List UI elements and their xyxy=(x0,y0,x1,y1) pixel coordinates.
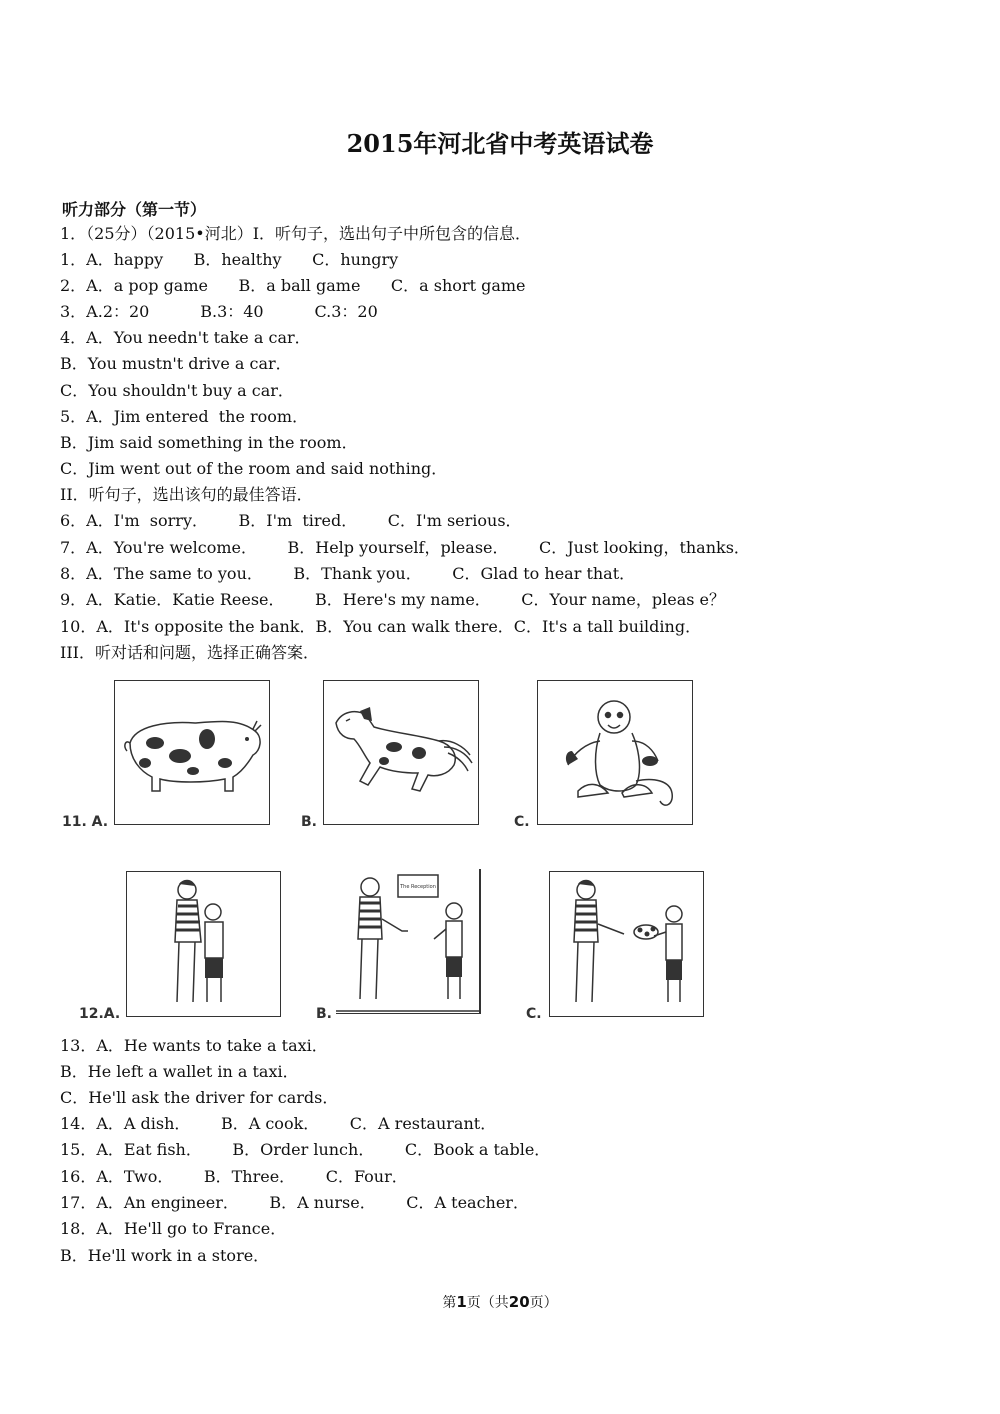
q12-label-a: 12.A. xyxy=(79,1006,121,1022)
question-line: B．He left a wallet in a taxi． xyxy=(60,1062,299,1081)
question-line: 18．A．He'll go to France． xyxy=(60,1219,287,1238)
question-line: 14．A．A dish． B．A cook． C．A restaurant． xyxy=(60,1114,497,1133)
question-line: 6．A．I'm sorry． B．I'm tired． C．I'm serious． xyxy=(60,511,522,530)
question-line: 8．A．The same to you． B．Thank you． C．Glad to hear that． xyxy=(60,564,636,583)
q11-label-a: 11. A. xyxy=(62,814,109,830)
question-line: 17．A．An engineer． B．A nurse． C．A teacher． xyxy=(60,1193,529,1212)
page-title: 2015年河北省中考英语试卷 xyxy=(346,129,654,158)
question-line: 4．A．You needn't take a car． xyxy=(60,328,311,347)
question-line: 10．A．It's opposite the bank．B．You can walk there．C．It's a tall building． xyxy=(60,617,702,636)
picture-pig xyxy=(114,680,270,825)
question-line: 7．A．You're welcome． B．Help yourself，please． C．Just looking，thanks． xyxy=(60,538,750,557)
footer-total-pages: 20 xyxy=(508,1293,530,1311)
sign-text: The Reception xyxy=(400,884,436,890)
question-line: 1．A．happy B．healthy C．hungry xyxy=(60,250,399,269)
question-line: B．He'll work in a store． xyxy=(60,1246,270,1265)
question-line: II．听句子，选出该句的最佳答语． xyxy=(60,485,313,504)
picture-horse xyxy=(323,680,479,825)
question-line: C．You shouldn't buy a car． xyxy=(60,381,294,400)
question-line: B．You mustn't drive a car． xyxy=(60,354,292,373)
footer-suffix: 页） xyxy=(529,1295,558,1311)
question-line: C．Jim went out of the room and said nothing． xyxy=(60,459,448,478)
question-line: 15．A．Eat fish． B．Order lunch． C．Book a table． xyxy=(60,1140,551,1159)
question-line: 5．A．Jim entered the room． xyxy=(60,407,309,426)
question-line: 9．A．Katie．Katie Reese． B．Here's my name． C．Your name，pleas e？ xyxy=(60,590,726,609)
question-line: B．Jim said something in the room． xyxy=(60,433,358,452)
question-line: 13．A．He wants to take a taxi． xyxy=(60,1036,328,1055)
picture-gift xyxy=(549,871,704,1017)
question-line: 3．A.2：20 B.3：40 C.3：20 xyxy=(60,302,378,321)
footer-prefix: 第 xyxy=(442,1295,457,1311)
question-line: 16．A．Two． B．Three． C．Four． xyxy=(60,1167,408,1186)
question-line: 2．A．a pop game B．a ball game C．a short game xyxy=(60,276,526,295)
q11-label-b: B. xyxy=(301,814,317,830)
section-heading: 听力部分（第一节） xyxy=(62,200,207,219)
question-line: C．He'll ask the driver for cards． xyxy=(60,1088,339,1107)
picture-monkey xyxy=(537,680,693,825)
page-footer xyxy=(0,1292,1000,1312)
picture-give-way xyxy=(336,869,481,1014)
footer-middle: 页（共 xyxy=(466,1295,509,1311)
question-line: III．听对话和问题，选择正确答案． xyxy=(60,643,319,662)
q12-label-c: C. xyxy=(526,1006,542,1022)
picture-hug xyxy=(126,871,281,1017)
footer-page-number: 1 xyxy=(456,1293,467,1311)
q11-label-c: C. xyxy=(514,814,530,830)
q12-label-b: B. xyxy=(316,1006,332,1022)
question-line: 1．（25分）（2015•河北）I．听句子，选出句子中所包含的信息． xyxy=(60,224,532,243)
